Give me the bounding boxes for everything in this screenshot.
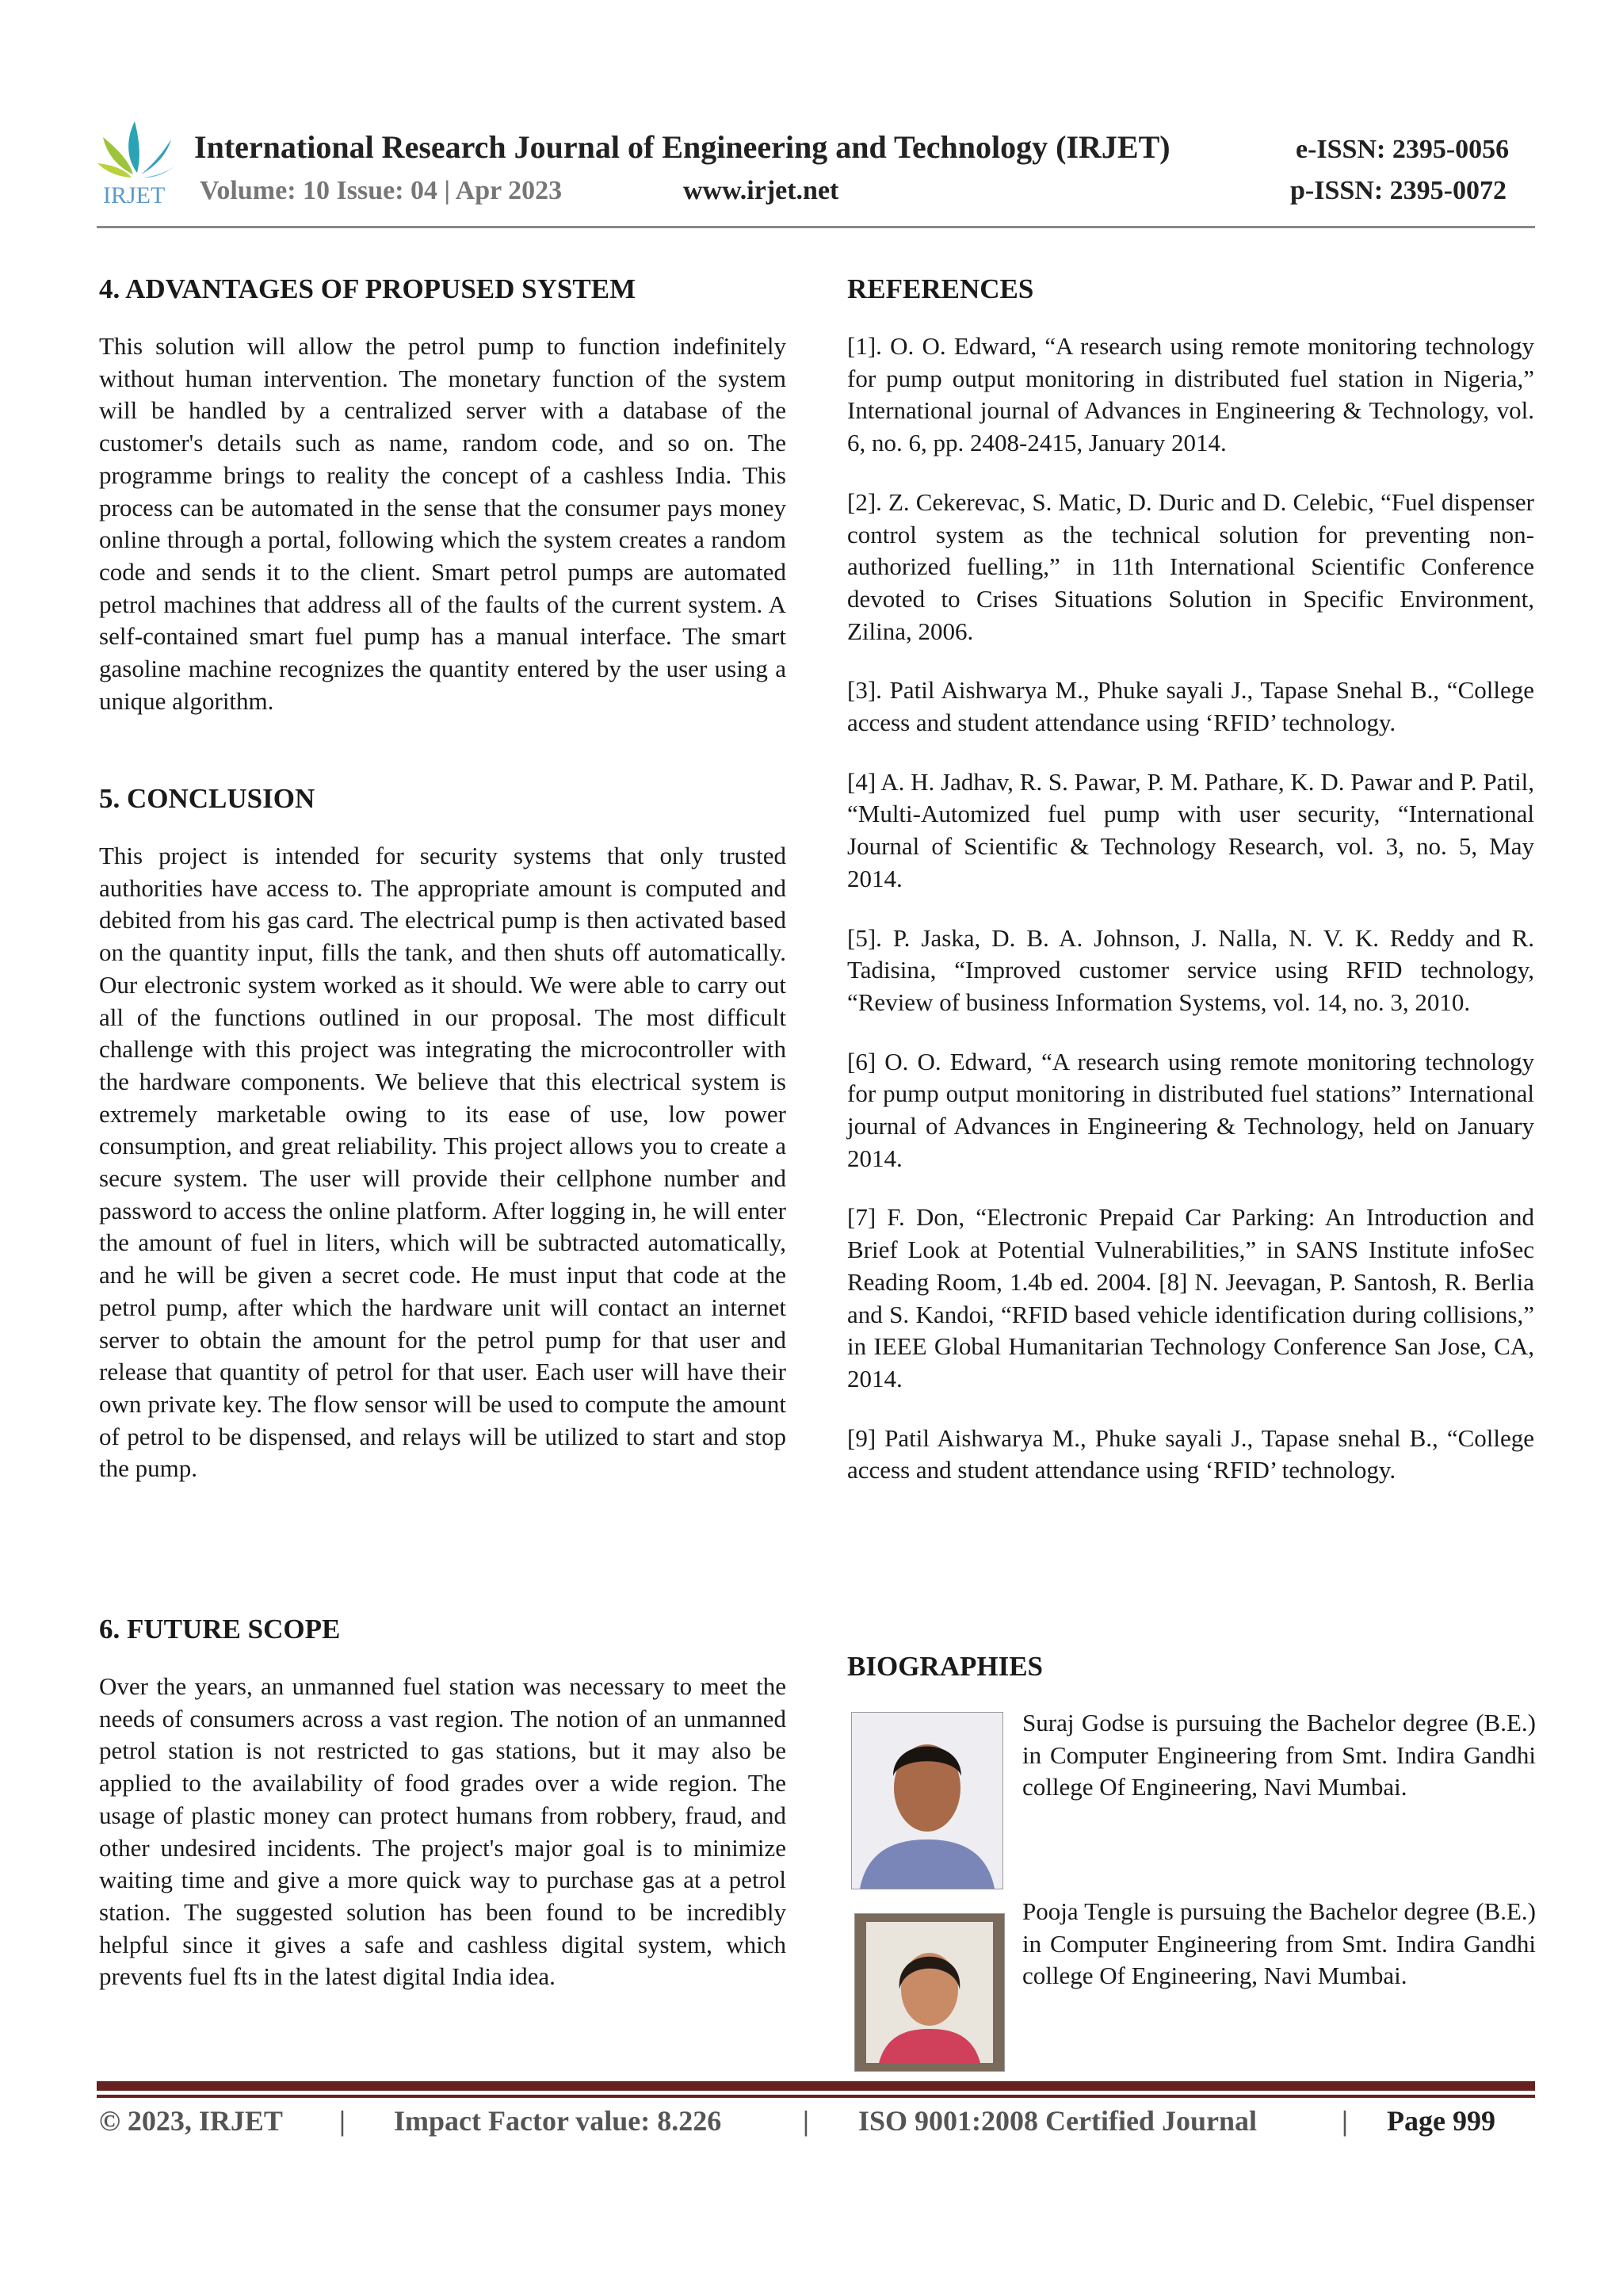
reference-item: [4] A. H. Jadhav, R. S. Pawar, P. M. Pathare, K. D. Pawar and P. Patil, “Multi-Automized fuel pump with user security, “International Journal of Scientific & Technology Research, vol. 3, no. 5, May 2014. <box>847 767 1534 892</box>
section-heading: 4. ADVANTAGES OF PROPUSED SYSTEM <box>99 273 636 304</box>
footer-separator: | <box>1342 2105 1348 2137</box>
volume-issue: Volume: 10 Issue: 04 | Apr 2023 <box>200 176 563 205</box>
footer-iso: ISO 9001:2008 Certified Journal <box>858 2105 1257 2137</box>
irjet-logo <box>94 117 181 212</box>
section-paragraph: This solution will allow the petrol pump to function indefinitely without human intervention. The monetary function of the system will be handled by a centralized server with a database of the customer's details such as name, random code, and so on. The programme brings to reality the concept of a cashless India. This process can be automated in the sense that the consumer pays money online through a portal, following which the system creates a random code and sends it to the client. Smart petrol pumps are automated petrol machines that address all of the faults of the current system. A self-contained smart fuel pump has a manual interface. The smart gasoline machine recognizes the quantity entered by the user using a unique algorithm. <box>99 332 786 715</box>
journal-title: International Research Journal of Engineering and Technology (IRJET) <box>194 129 1170 165</box>
author-photo-suraj <box>851 1712 1003 1889</box>
reference-item: [6] O. O. Edward, “A research using remote monitoring technology for pump output monitoring in distributed fuel stations” International journal of Advances in Engineering & Technology, held on January 2014. <box>847 1047 1534 1172</box>
reference-item: [7] F. Don, “Electronic Prepaid Car Parking: An Introduction and Brief Look at Potential Vulnerabilities,” in SANS Institute infoSec Reading Room, 1.4b ed. 2004. [8] N. Jeevagan, P. Santosh, R. Berlia and S. Kandoi, “RFID based vehicle identification during collisions,” in IEEE Global Humanitarian Technology Conference San Jose, CA, 2014. <box>847 1203 1534 1392</box>
portrait-icon <box>855 1914 1004 2071</box>
author-photo-pooja <box>854 1913 1005 2072</box>
footer-impact-factor: Impact Factor value: 8.226 <box>394 2105 722 2137</box>
references-section <box>847 273 1534 1514</box>
section-paragraph: Over the years, an unmanned fuel station was necessary to meet the needs of consumers across a vast region. The notion of an unmanned petrol station is not restricted to gas stations, but it may also be applied to the availability of food grades over a wide region. The usage of plastic money can protect humans from robbery, fraud, and other undesired incidents. The project's major goal is to minimize waiting time and give a more quick way to purchase gas at a petrol station. The suggested solution has been found to be incredibly helpful since it gives a safe and cashless digital system, which prevents fuel fts in the latest digital India idea. <box>99 1672 786 1991</box>
reference-item: [2]. Z. Cekerevac, S. Matic, D. Duric and D. Celebic, “Fuel dispenser control system as the technical solution for preventing non-authorized fuelling,” in 11th International Scientific Conference devoted to Crises Situations Solution in Specific Environment, Zilina, 2006. <box>847 487 1534 645</box>
portrait-icon <box>852 1713 1002 1889</box>
header-divider <box>97 226 1535 228</box>
footer-copyright: © 2023, IRJET <box>99 2105 283 2137</box>
reference-item: [3]. Patil Aishwarya M., Phuke sayali J., Tapase Snehal B., “College access and student attendance using ‘RFID’ technology. <box>847 676 1534 737</box>
footer-rule <box>97 2095 1535 2098</box>
biographies-heading: BIOGRAPHIES <box>847 1651 1043 1682</box>
section-conclusion <box>99 783 786 1485</box>
footer-page-number: Page 999 <box>1387 2105 1495 2137</box>
footer-separator: | <box>339 2105 346 2137</box>
section-advantages <box>99 273 786 717</box>
section-heading: 5. CONCLUSION <box>99 783 315 814</box>
reference-item: [9] Patil Aishwarya M., Phuke sayali J., Tapase snehal B., “College access and student attendance using ‘RFID’ technology. <box>847 1423 1534 1484</box>
section-future-scope <box>99 1614 786 1993</box>
bio-text: Suraj Godse is pursuing the Bachelor degree (B.E.) in Computer Engineering from Smt. Indira Gandhi college Of Engineering, Navi Mumbai. <box>1022 1709 1536 1801</box>
e-issn: e-ISSN: 2395-0056 <box>1296 135 1510 164</box>
references-heading: REFERENCES <box>847 273 1034 304</box>
section-heading: 6. FUTURE SCOPE <box>99 1614 341 1645</box>
p-issn: p-ISSN: 2395-0072 <box>1290 176 1507 205</box>
reference-item: [1]. O. O. Edward, “A research using remote monitoring technology for pump output monitoring in distributed fuel station in Nigeria,” International journal of Advances in Engineering & Technology, vol. 6, no. 6, pp. 2408-2415, January 2014. <box>847 332 1534 457</box>
reference-item: [5]. P. Jaska, D. B. A. Johnson, J. Nalla, N. V. K. Reddy and R. Tadisina, “Improved customer service using RFID technology, “Review of business Information Systems, vol. 14, no. 3, 2010. <box>847 923 1534 1016</box>
logo-text: IRJET <box>103 182 166 208</box>
footer-separator: | <box>803 2105 809 2137</box>
bio-text: Pooja Tengle is pursuing the Bachelor degree (B.E.) in Computer Engineering from Smt. Indira Gandhi college Of Engineering, Navi Mumbai. <box>1022 1897 1536 1990</box>
journal-website-link[interactable]: www.irjet.net <box>683 176 839 205</box>
footer-rule <box>97 2081 1535 2091</box>
section-paragraph: This project is intended for security systems that only trusted authorities have access to. The appropriate amount is computed and debited from his gas card. The electrical pump is then activated based on the quantity input, fills the tank, and then shuts off automatically. Our electronic system worked as it should. We were able to carry out all of the functions outlined in our proposal. The most difficult challenge with this project was integrating the microcontroller with the hardware components. We believe that this electrical system is extremely marketable owing to its ease of use, low power consumption, and great reliability. This project allows you to create a secure system. The user will provide their cellphone number and password to access the online platform. After logging in, he will enter the amount of fuel in liters, which will be subtracted automatically, and he will be given a secret code. He must input that code at the petrol pump, after which the hardware unit will contact an internet server to obtain the amount for the petrol pump for that user and release that quantity of petrol for that user. Each user will have their own private key. The flow sensor will be used to compute the amount of petrol to be dispensed, and relays will be utilized to start and stop the pump. <box>99 842 786 1483</box>
